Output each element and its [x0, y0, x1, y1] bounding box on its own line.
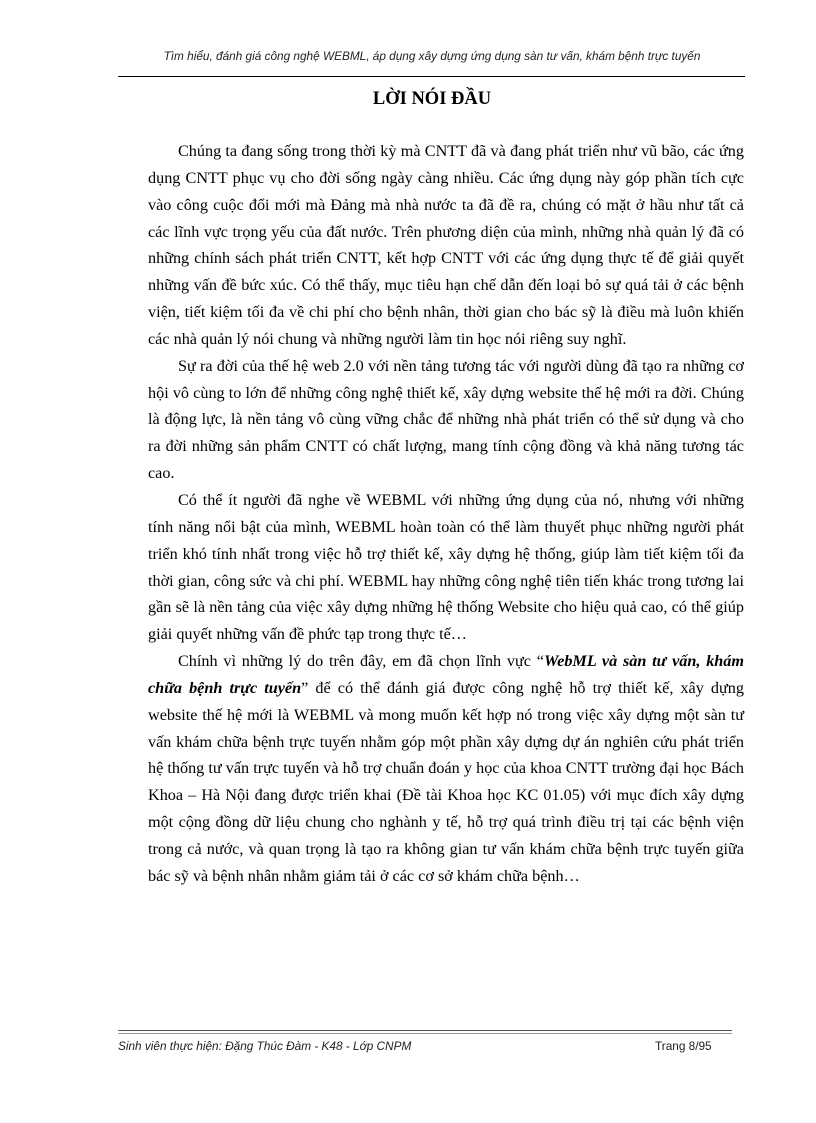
paragraph-4-intro: Chính vì những lý do trên đây, em đã chọn lĩnh vực “ — [178, 652, 544, 671]
header-divider — [118, 76, 745, 77]
footer-divider — [118, 1030, 732, 1031]
running-header: Tìm hiểu, đánh giá công nghệ WEBML, áp dụng xây dựng ứng dụng sàn tư vấn, khám bệnh trực tuyến — [163, 49, 701, 63]
footer-page-number: Trang 8/95 — [655, 1039, 712, 1053]
footer-student-info: Sinh viên thực hiện: Đặng Thúc Đàm - K48 - Lớp CNPM — [118, 1039, 412, 1053]
footer-divider-secondary — [118, 1033, 732, 1034]
paragraph-3: Có thể ít người đã nghe về WEBML với những ứng dụng của nó, nhưng với những tính năng nổi bật của mình, WEBML hoàn toàn có thể làm thuyết phục những người phát triển khó tính nhất trong việc hỗ trợ thiết kế, xây dựng hệ thống, giúp làm tiết kiệm tối đa thời gian, công sức và chi phí. WEBML hay những công nghệ tiên tiến khác trong tương lai gần sẽ là nền tảng của việc xây dựng những hệ thống Website cho hiệu quả cao, có thể giúp giải quyết những vấn đề phức tạp trong thực tế… — [148, 490, 744, 644]
paragraph-4 — [148, 648, 744, 890]
paragraph-1: Chúng ta đang sống trong thời kỳ mà CNTT đã và đang phát triển như vũ bão, các ứng dụng CNTT phục vụ cho đời sống ngày càng nhiều. Các ứng dụng này góp phần tích cực vào công cuộc đổi mới mà Đảng mà nhà nước ta đã đề ra, chúng có mặt ở hầu như tất cả các lĩnh vực trọng yếu của đất nước. Trên phương diện của mình, những nhà quản lý đã có những chính sách phát triển CNTT, kết hợp CNTT với các ứng dụng thực tế để giải quyết những vấn đề bức xúc. Có thể thấy, mục tiêu hạn chế dẫn đến loại bỏ sự quá tải ở các bệnh viện, tiết kiệm tối đa về chi phí cho bệnh nhân, thời gian cho bác sỹ là điều mà luôn khiến các nhà quản lý nói chung và những người làm tin học nói riêng suy nghĩ. — [148, 142, 744, 348]
document-body — [148, 138, 744, 890]
page-title: LỜI NÓI ĐẦU — [372, 89, 492, 109]
topic-emphasis: WebML và sàn tư vấn, khám chữa bệnh trực tuyến — [148, 652, 744, 697]
paragraph-4-rest: ” để có thể đánh giá được công nghệ hỗ trợ thiết kế, xây dựng website thế hệ mới là WEBML và mong muốn kết hợp nó trong việc xây dựng một sàn tư vấn khám chữa bệnh trực tuyến nhằm góp một phần xây dựng dự án nghiên cứu phát triển hệ thống tư vấn trực tuyến và hỗ trợ chuẩn đoán y học của khoa CNTT trường đại học Bách Khoa – Hà Nội đang được triển khai (Đề tài Khoa học KC 01.05) với mục đích xây dựng một cộng đồng dữ liệu chung cho nghành y tế, hỗ trợ quá trình điều trị tại các bệnh viện trong cả nước, và quan trọng là tạo ra không gian tư vấn khám chữa bệnh trực tuyến giữa bác sỹ và bệnh nhân nhằm giảm tải ở các cơ sở khám chữa bệnh… — [148, 678, 744, 885]
paragraph-2: Sự ra đời của thế hệ web 2.0 với nền tảng tương tác với người dùng đã tạo ra những cơ hội vô cùng to lớn để những công nghệ thiết kế, xây dựng website thế hệ mới ra đời. Chúng là động lực, là nền tảng vô cùng vững chắc để những nhà phát triển có thể sử dụng và cho ra đời những sản phẩm CNTT có chất lượng, mang tính cộng đồng và khả năng tương tác cao. — [148, 356, 744, 483]
